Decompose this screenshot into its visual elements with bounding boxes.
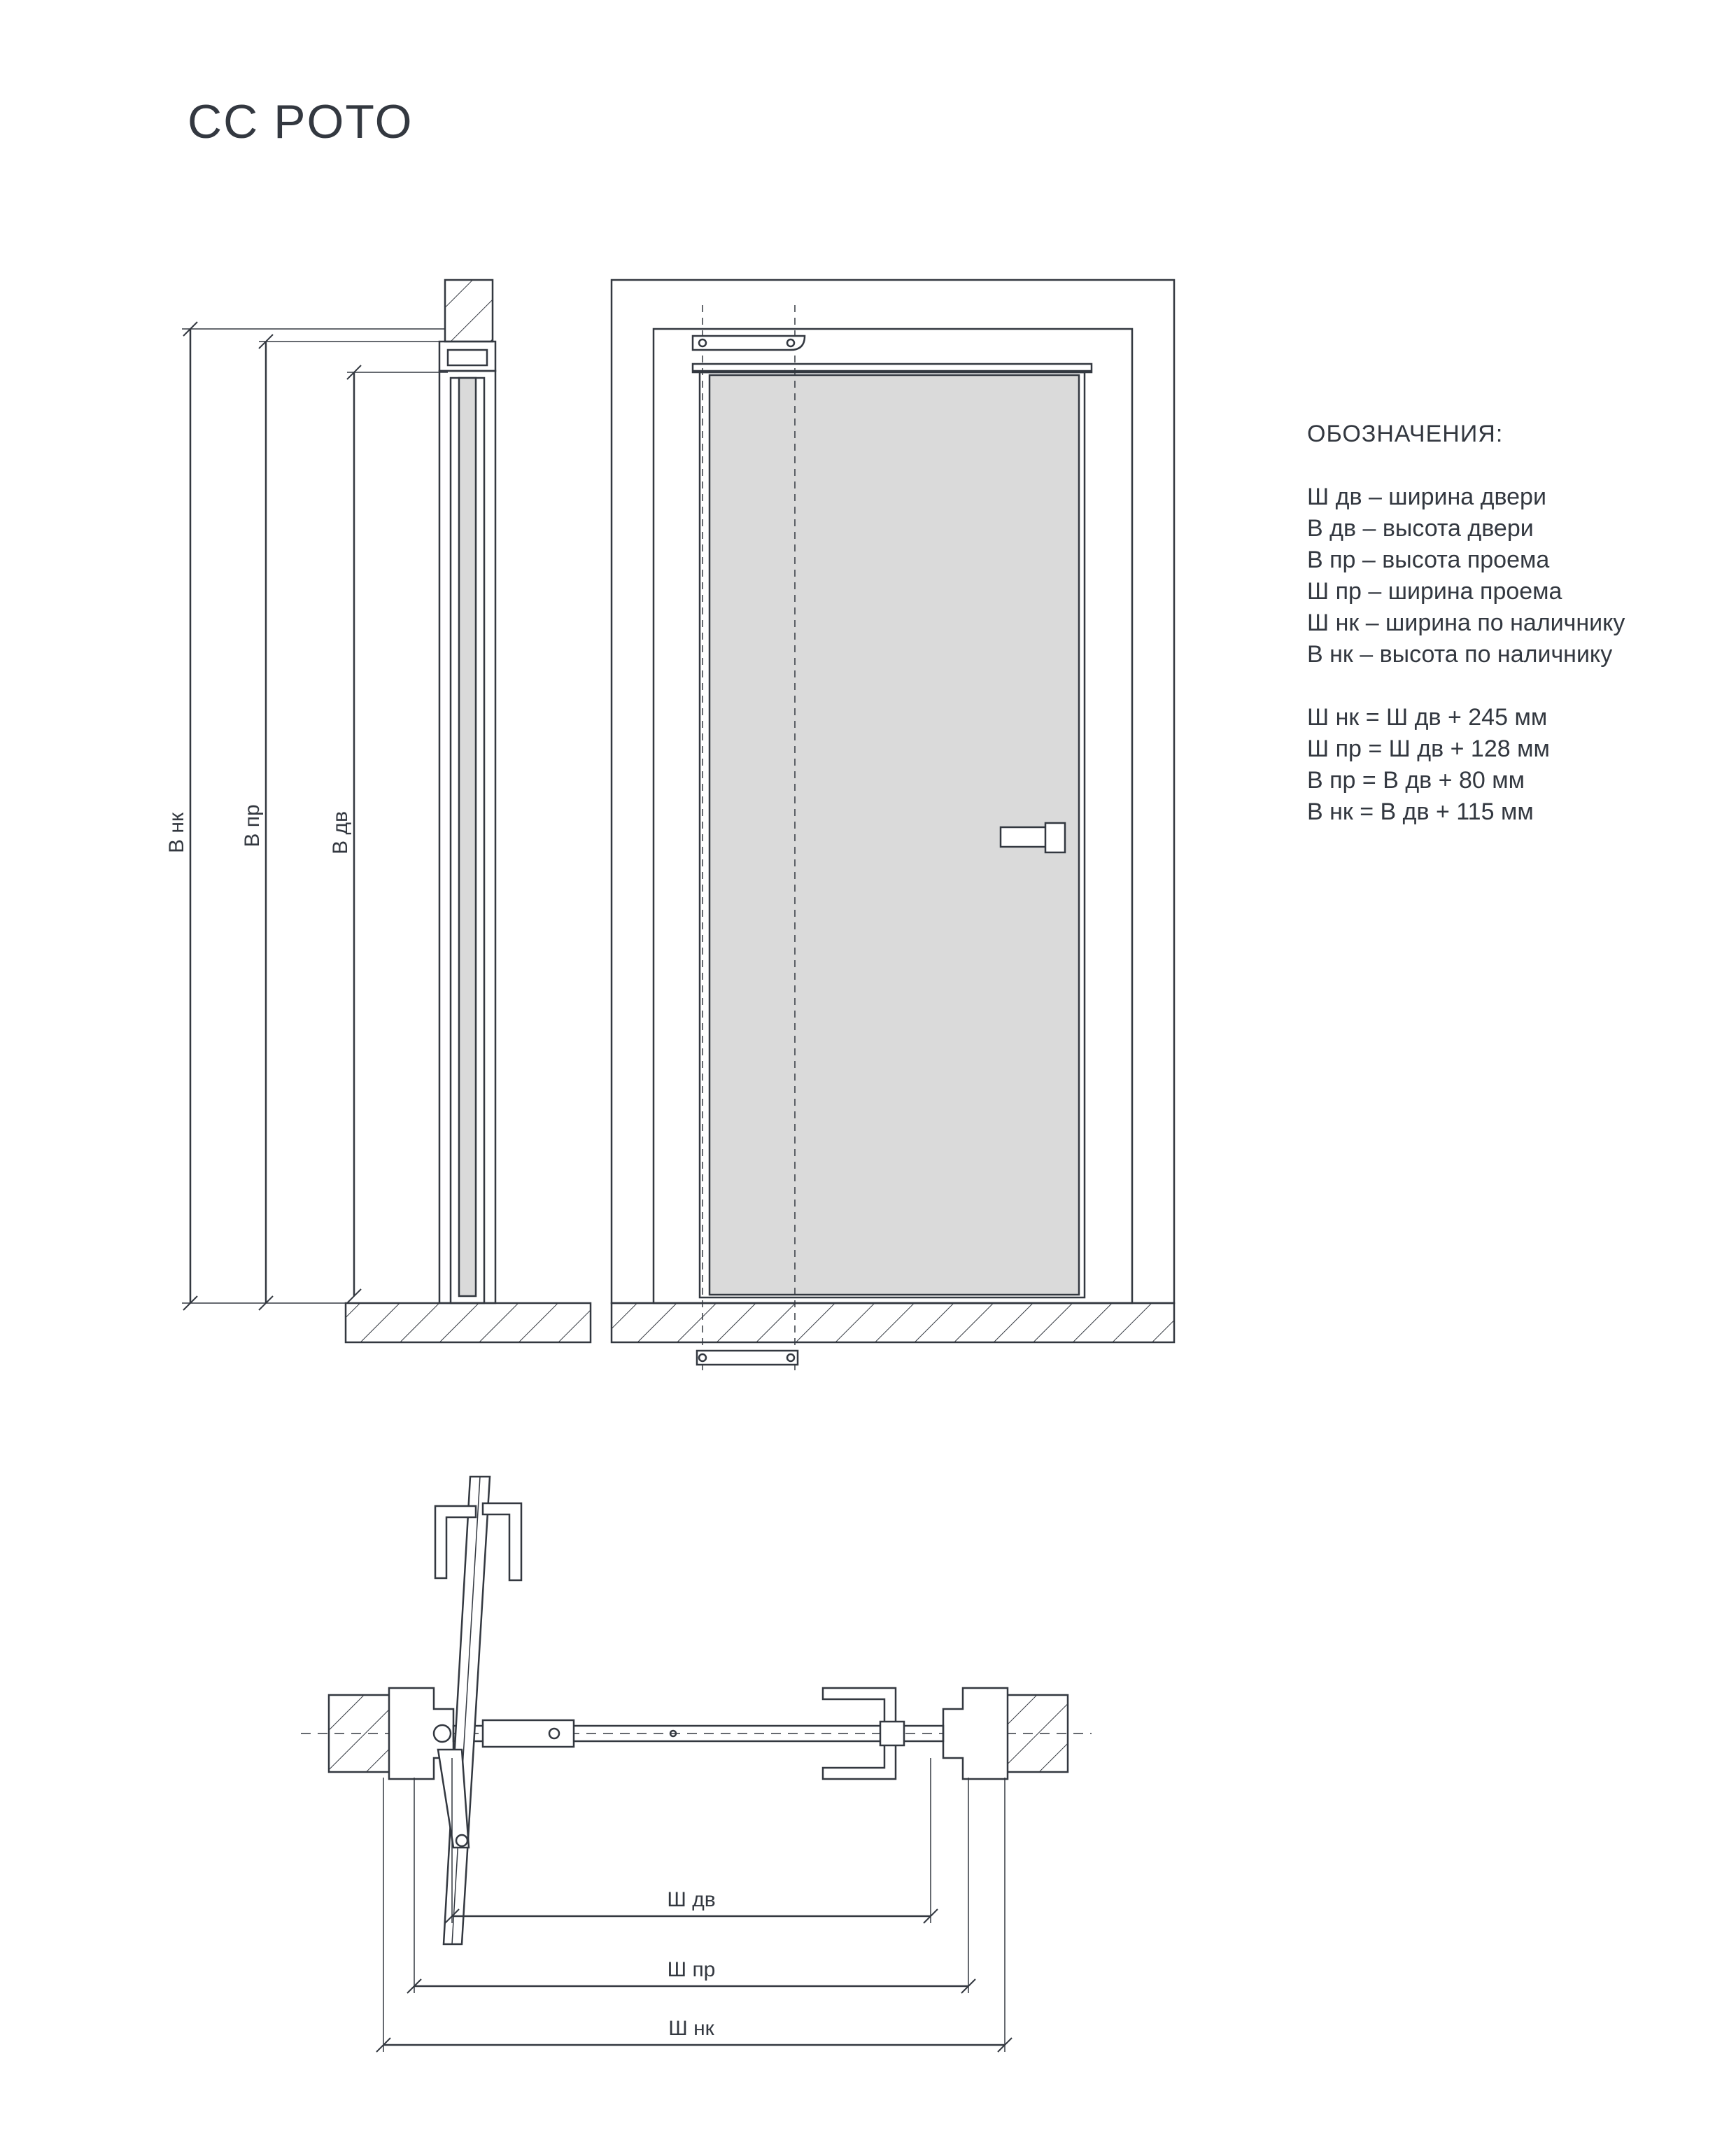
legend-formula: Ш нк = Ш дв + 245 мм: [1307, 704, 1548, 731]
pivot-arm-plan: [483, 1720, 574, 1747]
handle-icon: [483, 1503, 521, 1580]
label-width-door: Ш дв: [667, 1888, 716, 1911]
legend-formula: В нк = В дв + 115 мм: [1307, 799, 1534, 825]
handle-rose: [880, 1722, 904, 1745]
legend-definition: В дв – высота двери: [1307, 515, 1534, 542]
floor-section: [346, 1303, 591, 1342]
handle-rose: [1045, 823, 1065, 852]
page-title: CC POTO: [188, 95, 414, 148]
legend-definition: В пр – высота проема: [1307, 547, 1550, 573]
legend-heading: ОБОЗНАЧЕНИЯ:: [1307, 421, 1504, 447]
label-height-opening: В пр: [241, 804, 264, 848]
label-width-opening: Ш пр: [667, 1958, 716, 1981]
legend-definition: Ш нк – ширина по наличнику: [1307, 610, 1625, 636]
label-height-casing: В нк: [165, 812, 188, 854]
right-jamb-profile: [943, 1688, 1008, 1779]
head-profile-inner: [448, 350, 487, 365]
bottom-pivot-arm: [697, 1351, 798, 1365]
wall-top-block: [445, 280, 493, 342]
label-height-door: В дв: [329, 811, 352, 855]
legend-definition: В нк – высота по наличнику: [1307, 641, 1613, 668]
legend-formula: В пр = В дв + 80 мм: [1307, 767, 1525, 794]
plan-view: [301, 1477, 1092, 2052]
handle-icon: [823, 1741, 896, 1779]
section-view: [165, 280, 591, 1342]
handle-icon: [823, 1688, 896, 1726]
legend-formula: Ш пр = Ш дв + 128 мм: [1307, 736, 1550, 762]
legend-definition: Ш пр – ширина проема: [1307, 578, 1562, 605]
floor-elevation: [612, 1303, 1174, 1342]
front-elevation: [612, 280, 1174, 1372]
label-width-casing: Ш нк: [668, 2017, 714, 2040]
glass-section: [459, 378, 476, 1296]
legend-definition: Ш дв – ширина двери: [1307, 484, 1546, 510]
